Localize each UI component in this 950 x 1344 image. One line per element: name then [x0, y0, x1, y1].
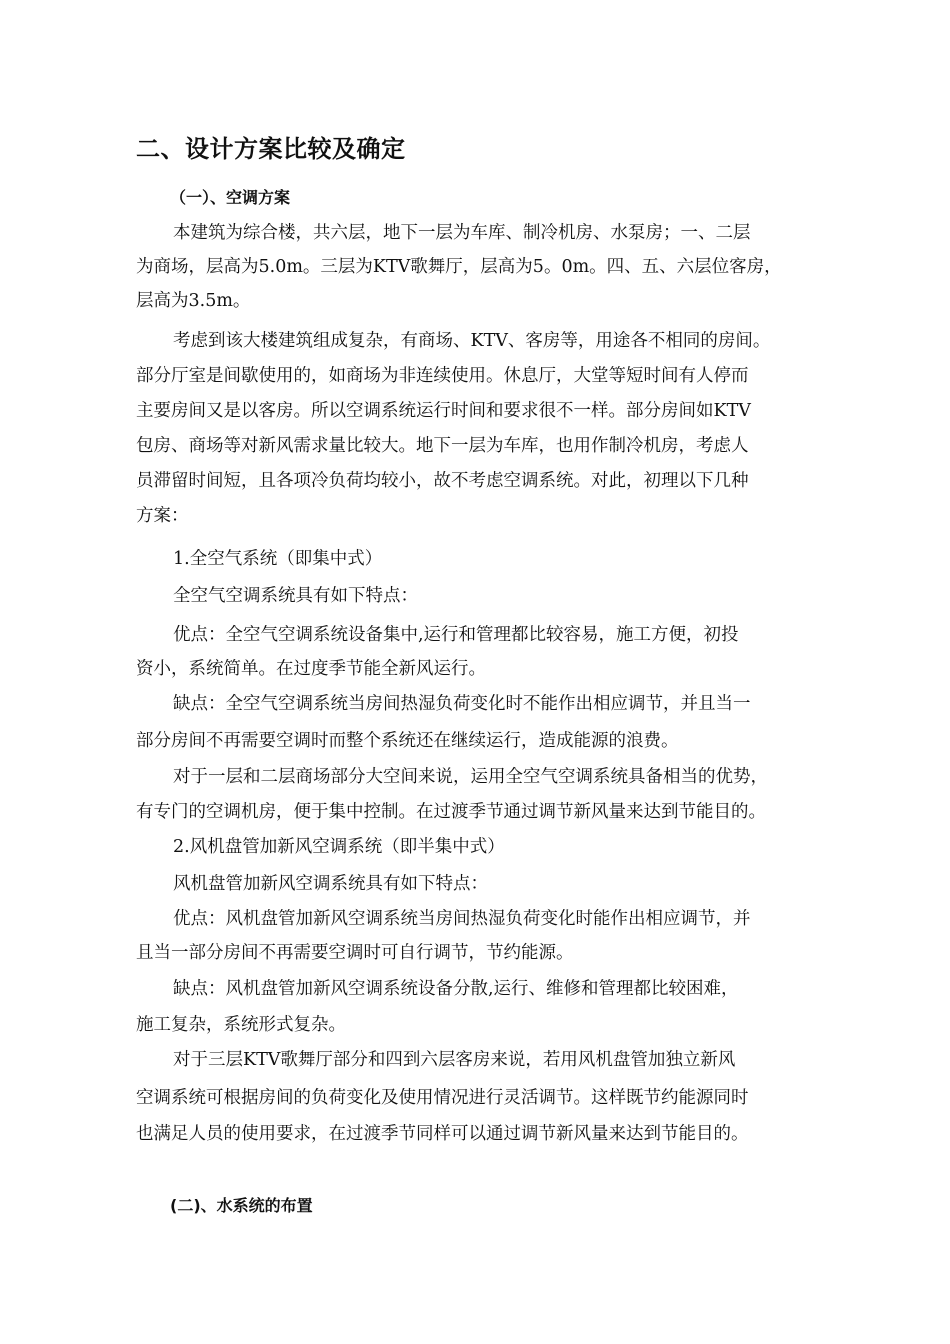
paragraph-line: 为商场，层高为5.0m。三层为KTV歌舞厅，层高为5。0m。四、五、六层位客房， — [136, 257, 782, 277]
paragraph-line: 本建筑为综合楼，共六层，地下一层为车库、制冷机房、水泵房；一、二层 — [173, 223, 751, 243]
paragraph-line: 有专门的空调机房，便于集中控制。在过渡季节通过调节新风量来达到节能目的。 — [136, 802, 766, 822]
paragraph-line: 考虑到该大楼建筑组成复杂，有商场、KTV、客房等，用途各不相同的房间。 — [173, 331, 771, 351]
paragraph-line: 对于三层KTV歌舞厅部分和四到六层客房来说，若用风机盘管加独立新风 — [173, 1050, 736, 1070]
paragraph-line: 主要房间又是以客房。所以空调系统运行时间和要求很不一样。部分房间如KTV — [136, 401, 751, 421]
paragraph-line: 资小，系统简单。在过度季节能全新风运行。 — [136, 659, 486, 679]
paragraph-line: 风机盘管加新风空调系统具有如下特点： — [173, 874, 488, 894]
subsection-heading-all-air: 1.全空气系统（即集中式） — [173, 549, 383, 569]
section-heading-air-conditioning: （一）、空调方案 — [170, 188, 291, 207]
paragraph-line: 全空气空调系统具有如下特点： — [173, 586, 418, 606]
paragraph-line: 方案： — [136, 506, 189, 526]
paragraph-line: 优点：风机盘管加新风空调系统当房间热湿负荷变化时能作出相应调节，并 — [173, 909, 751, 929]
paragraph-line: 空调系统可根据房间的负荷变化及使用情况进行灵活调节。这样既节约能源同时 — [136, 1088, 749, 1108]
subsection-heading-fan-coil: 2.风机盘管加新风空调系统（即半集中式） — [173, 837, 505, 857]
paragraph-line: 层高为3.5m。 — [136, 291, 251, 311]
paragraph-line: 缺点：风机盘管加新风空调系统设备分散,运行、维修和管理都比较困难， — [173, 979, 739, 999]
paragraph-line: 施工复杂，系统形式复杂。 — [136, 1015, 346, 1035]
page-title: 二、设计方案比较及确定 — [136, 135, 406, 163]
paragraph-line: 优点：全空气空调系统设备集中,运行和管理都比较容易，施工方便，初投 — [173, 625, 739, 645]
paragraph-line: 缺点：全空气空调系统当房间热湿负荷变化时不能作出相应调节，并且当一 — [173, 694, 751, 714]
paragraph-line: 也满足人员的使用要求，在过渡季节同样可以通过调节新风量来达到节能目的。 — [136, 1124, 749, 1144]
paragraph-line: 对于一层和二层商场部分大空间来说，运用全空气空调系统具备相当的优势， — [173, 767, 768, 787]
paragraph-line: 员滞留时间短，且各项冷负荷均较小，故不考虑空调系统。对此，初理以下几种 — [136, 471, 749, 491]
section-heading-water-system: (二)、水系统的布置 — [170, 1196, 313, 1215]
paragraph-line: 部分房间不再需要空调时而整个系统还在继续运行，造成能源的浪费。 — [136, 731, 679, 751]
paragraph-line: 部分厅室是间歇使用的，如商场为非连续使用。休息厅，大堂等短时间有人停而 — [136, 366, 749, 386]
paragraph-line: 包房、商场等对新风需求量比较大。地下一层为车库，也用作制冷机房，考虑人 — [136, 436, 749, 456]
paragraph-line: 且当一部分房间不再需要空调时可自行调节，节约能源。 — [136, 943, 574, 963]
